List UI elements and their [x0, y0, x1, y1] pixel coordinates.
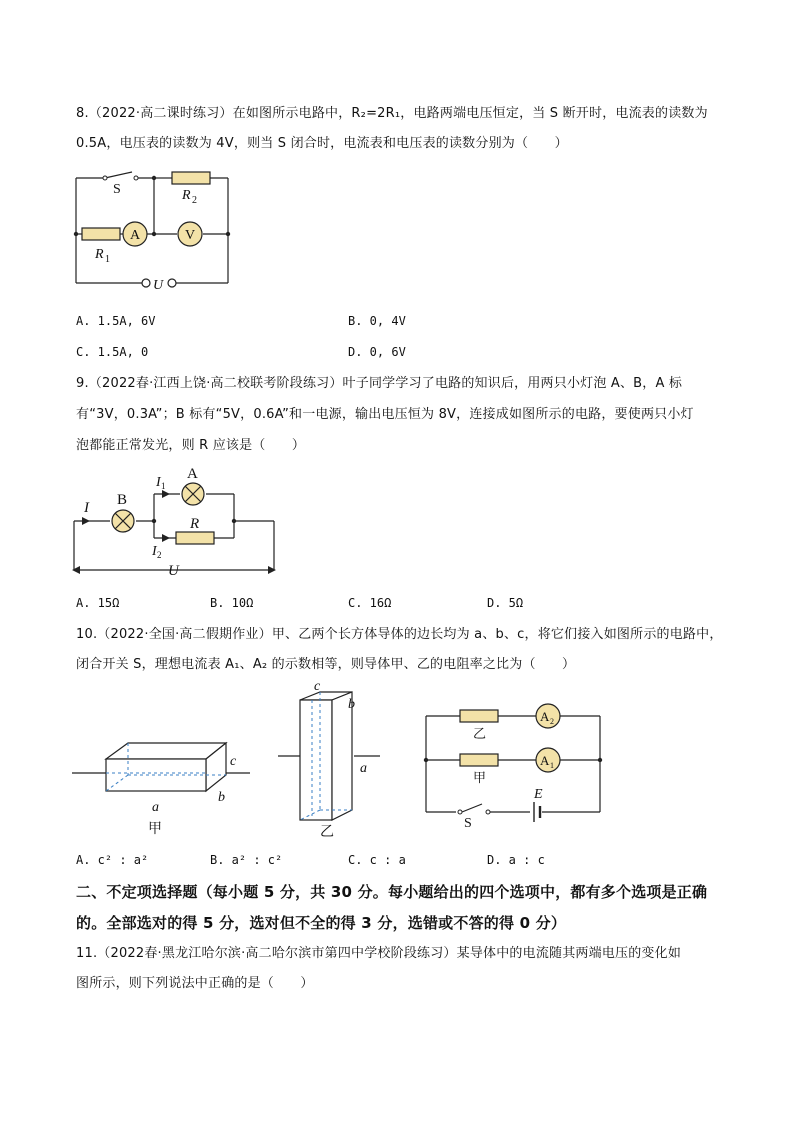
q8-stem-line1: 8.（2022·高二课时练习）在如图所示电路中，R₂=2R₁，电路两端电压恒定，当 S 断开时，电流表的读数为	[76, 106, 708, 121]
q9-circuit-diagram	[70, 462, 280, 580]
q9-stem-line2: 有“3V，0.3A”；B 标有“5V，0.6A”和一电源，输出电压恒为 8V，连接成如图所示的电路，要使两只小灯	[76, 407, 694, 422]
q10-stem-line2: 闭合开关 S，理想电流表 A₁、A₂ 的示数相等，则导体甲、乙的电阻率之比为（ ）	[76, 657, 576, 672]
q10-jia-resistor-label: 甲	[473, 770, 487, 785]
q11-stem-line1: 11.（2022春·黑龙江哈尔滨·高二哈尔滨市第四中学校阶段练习）某导体中的电流随其两端电压的变化如	[76, 946, 682, 961]
q9-option-a[interactable]: A. 15Ω	[76, 596, 120, 610]
q10-switch-label: S	[464, 816, 472, 831]
q10-jia-a-label: a	[152, 800, 159, 815]
q8-ammeter-label: A	[130, 228, 141, 243]
q8-option-b[interactable]: B. 0, 4V	[348, 314, 406, 328]
q10-emf-label: E	[534, 787, 543, 802]
q8-option-d[interactable]: D. 0, 6V	[348, 345, 406, 359]
q9-i2-subscript: 2	[157, 550, 162, 560]
q9-resistor-label: R	[190, 516, 200, 532]
q11-stem-line2: 图所示，则下列说法中正确的是（ ）	[76, 976, 314, 991]
q9-option-b[interactable]: B. 10Ω	[210, 596, 254, 610]
q8-option-c[interactable]: C. 1.5A, 0	[76, 345, 149, 359]
q10-yi-a-label: a	[360, 761, 367, 776]
q10-option-a[interactable]: A. c² : a²	[76, 853, 149, 867]
q10-jia-b-label: b	[218, 790, 225, 805]
q10-yi-resistor-label: 乙	[473, 726, 487, 741]
q9-option-c[interactable]: C. 16Ω	[348, 596, 392, 610]
q10-stem-line1: 10.（2022·全国·高二假期作业）甲、乙两个长方体导体的边长均为 a、b、c，将它们接入如图所示的电路中，	[76, 627, 723, 642]
q10-conductor-yi-diagram	[276, 680, 386, 840]
q10-option-c[interactable]: C. c : a	[348, 853, 406, 867]
q9-stem-line3: 泡都能正常发光，则 R 应该是（ ）	[76, 438, 306, 453]
q10-conductor-jia-diagram	[70, 735, 260, 840]
q9-stem-line1: 9.（2022春·江西上饶·高二校联考阶段练习）叶子同学学习了电路的知识后，用两只小灯泡 A、B，A 标	[76, 376, 683, 391]
q10-yi-label: 乙	[320, 825, 334, 840]
section2-heading-line2: 的。全部选对的得 5 分，选对但不全的得 3 分，选错或不答的得 0 分）	[76, 914, 567, 932]
q10-circuit-diagram	[420, 700, 610, 831]
q8-option-a[interactable]: A. 1.5A, 6V	[76, 314, 156, 328]
q9-lamp-b-label: B	[117, 492, 128, 508]
q10-yi-c-label: c	[314, 679, 321, 694]
q10-option-d[interactable]: D. a : c	[487, 853, 545, 867]
q10-a1-subscript: 1	[550, 761, 554, 770]
q8-r1-label: R	[95, 247, 104, 262]
q10-a2-subscript: 2	[550, 717, 554, 726]
q9-voltage-label: U	[168, 563, 179, 579]
q10-jia-c-label: c	[230, 754, 237, 769]
q9-i2-label: I	[152, 544, 157, 559]
q8-voltage-label: U	[153, 278, 164, 293]
q8-r2-label: R	[182, 188, 191, 203]
section2-heading-line1: 二、不定项选择题（每小题 5 分，共 30 分。每小题给出的四个选项中，都有多个选项是正确	[76, 883, 708, 901]
q8-stem-line2: 0.5A，电压表的读数为 4V，则当 S 闭合时，电流表和电压表的读数分别为（ ）	[76, 136, 568, 151]
q9-i1-label: I	[156, 475, 161, 490]
q8-switch-label: S	[113, 182, 121, 197]
q9-lamp-a-label: A	[187, 466, 198, 482]
q8-voltmeter-label: V	[185, 228, 196, 243]
q9-i1-subscript: 1	[161, 481, 166, 491]
q8-r1-subscript: 1	[105, 254, 110, 265]
q9-current-label: I	[84, 500, 89, 516]
q9-option-d[interactable]: D. 5Ω	[487, 596, 524, 610]
q8-circuit-diagram	[70, 166, 240, 296]
q10-jia-label: 甲	[148, 822, 162, 837]
q10-a1-label: A	[540, 753, 550, 768]
q8-r2-subscript: 2	[192, 195, 197, 206]
q10-yi-b-label: b	[348, 697, 355, 712]
q10-a2-label: A	[540, 709, 550, 724]
q10-option-b[interactable]: B. a² : c²	[210, 853, 283, 867]
